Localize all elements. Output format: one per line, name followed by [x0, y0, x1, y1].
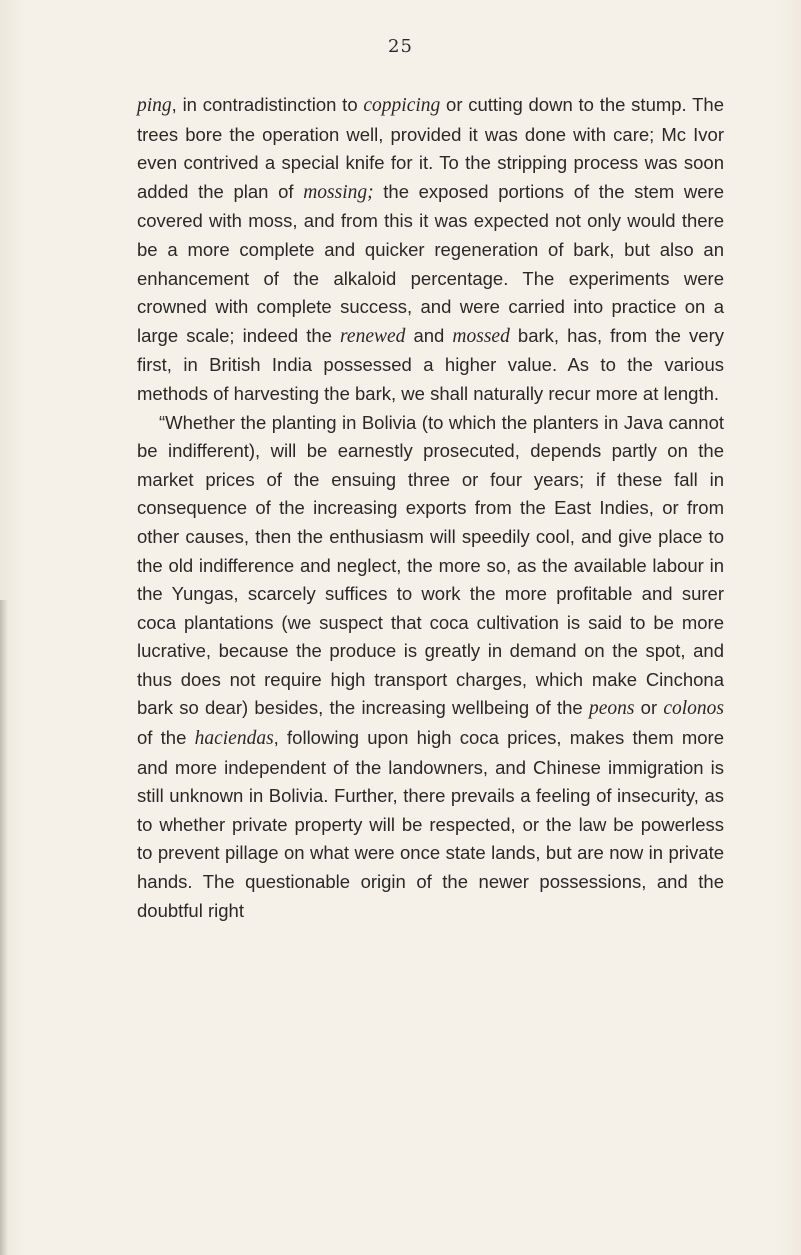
italic-word: peons — [588, 698, 635, 720]
text-run: , in contradistinction to — [171, 94, 364, 115]
text-run: and — [405, 324, 453, 346]
text-run: bark, has, from the very first, in British India possessed a higher value. As to the various methods of harvesting the bark, we shall naturally recur more at length. — [137, 324, 724, 404]
text-run: “Whether the planting in Bolivia (to which the planters in Java cannot be indifferent), will be earnestly prosecuted, depends partly on the market prices of the ensuing three or four years; if these fall in consequence of the increasing exports from the East Indies, or from other causes, then the enthusiasm will speedily cool, and give place to the old indifference and neglect, the more so, as the available labour in the Yungas, scarcely suffices to work the more profitable and surer coca plantations (we suspect that coca cultivation is said to be more lucrative, because the produce is greatly in demand on the spot, and thus does not require high transport charges, which make Cinchona bark so dear) besides, the increasing wellbeing of the — [137, 411, 724, 719]
italic-word: haciendas — [194, 728, 274, 750]
page-edge-shadow — [0, 600, 8, 1255]
italic-word: mossing; — [303, 181, 374, 203]
italic-word: coppicing — [363, 95, 441, 116]
paragraph-2-quote — [137, 409, 724, 926]
text-run: or cutting down to the stump. The trees bore the operation well, provided it was done with care; Mc Ivor even contrived a special knife for it. To the stripping process was soon added the plan of — [137, 94, 724, 202]
italic-word: ping — [137, 95, 172, 116]
paragraph-1 — [137, 91, 724, 409]
text-run: of the — [137, 727, 195, 749]
text-run: or — [634, 697, 664, 719]
body-text — [137, 91, 724, 925]
italic-word: renewed — [340, 325, 406, 347]
italic-word: mossed — [452, 325, 510, 347]
page-number: 25 — [388, 36, 413, 57]
text-run: , following upon high coca prices, makes them more and more independent of the landowners, and Chinese immigration is still unknown in Bolivia. Further, there prevails a feeling of insecurity, as to whether private property will be respected, or the law be powerless to prevent pillage on what were once state lands, but are now in private hands. The questionable origin of the newer possessions, and the doubtful right — [137, 727, 724, 921]
italic-word: colonos — [663, 698, 725, 720]
text-run: the exposed portions of the stem were covered with moss, and from this it was expected not only would there be a more complete and quicker regeneration of bark, but also an enhancement of the alkaloid percentage. The experiments were crowned with complete success, and were carried into practice on a large scale; indeed the — [137, 180, 724, 346]
